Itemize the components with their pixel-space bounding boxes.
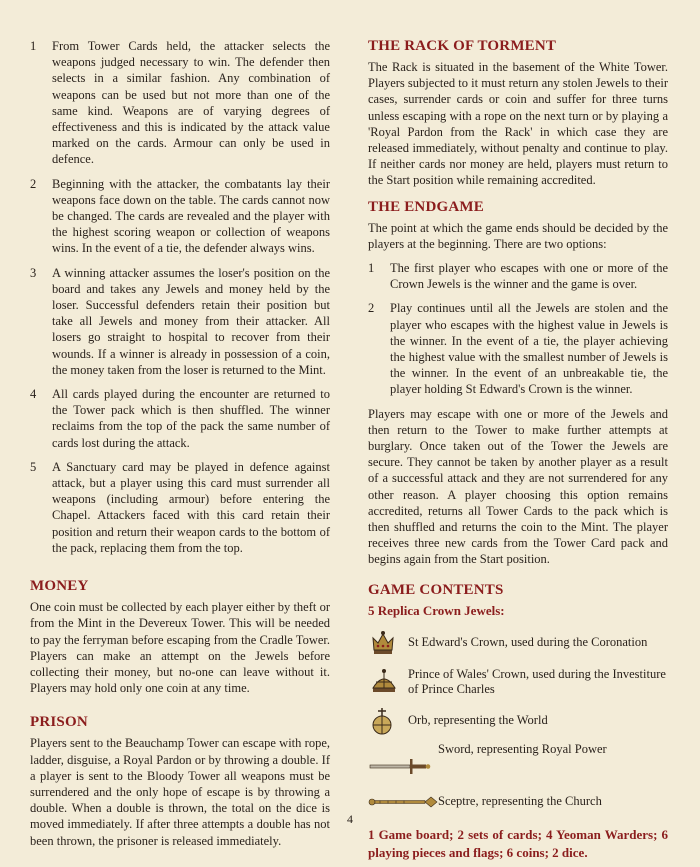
game-contents-list: 1 Game board; 2 sets of cards; 4 Yeoman Warders; 6 playing pieces and flags; 6 coins; 2 dice. — [368, 826, 668, 860]
prison-text: Players sent to the Beauchamp Tower can escape with rope, ladder, disguise, a Royal Pardon or by throwing a double. If a player is sent to the Bloody Tower all weapons must be surrendered and the only hope of escape is by throwing a double. When a double is thrown, the total on the dice is moved immediately. If after three attempts a double has not been thrown, the prisoner is released immediately. — [30, 736, 330, 848]
endgame-intro: The point at which the game ends should be decided by the players at the beginning. There are two options: — [368, 220, 668, 251]
list-item — [30, 38, 330, 168]
list-item-number: 2 — [368, 301, 375, 316]
money-heading: MONEY — [30, 578, 89, 595]
list-item-text: All cards played during the encounter are returned to the Tower pack which is then shuffled. The winner reclaims from the top of the pack the same number of cards lost during the attack. — [52, 387, 330, 450]
list-item — [30, 176, 330, 257]
jewel-label: Orb, representing the World — [408, 713, 548, 728]
endgame-heading: THE ENDGAME — [368, 198, 484, 215]
jewel-item — [368, 627, 668, 659]
list-item-number: 2 — [30, 176, 37, 191]
jewel-label: St Edward's Crown, used during the Coronation — [408, 635, 648, 650]
jewel-item — [368, 744, 668, 776]
list-item-number: 3 — [30, 265, 37, 280]
jewels-subheading: 5 Replica Crown Jewels: — [368, 602, 505, 618]
list-item-text: A winning attacker assumes the loser's position on the board and takes any Jewels and money held by the loser. Successful defenders retain their position but take all Jewels and money from their attacker. All losers go straight to hospital to recover from their wounds. If a winner is already in possession of a coin, the money taken from the loser is returned to the Mint. — [52, 265, 330, 377]
list-item-text: The first player who escapes with one or more of the Crown Jewels is the winner and the game is over. — [390, 261, 668, 292]
list-item-number: 1 — [30, 39, 37, 53]
jewel-label: Prince of Wales' Crown, used during the Investiture of Prince Charles — [408, 666, 666, 696]
right-column — [368, 38, 668, 862]
list-item — [368, 260, 668, 292]
prince-crown-icon — [368, 666, 408, 698]
list-item-number: 1 — [368, 261, 375, 276]
money-text: One coin must be collected by each player either by theft or from the Mint in the Devereux Tower. This will be needed to pay the ferryman before escaping from the Cradle Tower. Players can make an attempt on the Jewels before collecting their money, but no-one can leave without it. Players may hold only one coin at any time. — [30, 600, 330, 696]
jewel-label: Sceptre, representing the Church — [438, 794, 602, 809]
sword-icon — [368, 744, 438, 776]
jewel-item — [368, 666, 668, 698]
endgame-options-list — [368, 260, 668, 398]
list-item-number: 5 — [30, 459, 37, 474]
list-item-number: 4 — [30, 387, 37, 402]
left-column — [30, 38, 330, 867]
list-item — [30, 265, 330, 378]
list-item — [368, 300, 668, 397]
list-item — [30, 386, 330, 451]
endgame-text: Players may escape with one or more of the Jewels and then return to the Tower to make further attempts at burglary. Once taken out of the Tower the Jewels are secure. They cannot be taken by another player as a result of a successful attack and they are not surrendered for any other reason. A player choosing this option remains accredited, returns all Tower Cards to the pack which is then shuffled and returns the coin to the Mint. The player receives three new cards from the Tower Card pack and begins again from the Start position. — [368, 406, 668, 567]
combat-steps-list — [30, 38, 330, 556]
rack-heading: THE RACK OF TORMENT — [368, 38, 557, 54]
list-item-text: A Sanctuary card may be played in defence against attack, but a player using this card must surrender all weapons (including armour) before entering the Chapel. Attackers faced with this card retain their position and return their weapon cards to the bottom of the pack, replacing them from the top. — [52, 459, 330, 555]
contents-heading: GAME CONTENTS — [368, 581, 504, 598]
list-item-text: Beginning with the attacker, the combatants lay their weapons face down on the table. The cards cannot now be changed. The cards are revealed and the player with the highest scoring weapon or collection of weapons wins. In the event of a tie, the defender always wins. — [52, 176, 330, 256]
jewel-label: Sword, representing Royal Power — [438, 742, 607, 757]
list-item-text: From Tower Cards held, the attacker selects the weapons judged necessary to win. The defender then selects in a similar fashion. Any combination of weapons can be used but not more than one of the same kind. Weapons are of varying degrees of effectiveness and this is indicated by the attack value marked on the cards. Armour can only be used in defence. — [52, 39, 330, 167]
list-item — [30, 459, 330, 556]
prison-heading: PRISON — [30, 714, 88, 731]
orb-icon — [368, 705, 408, 737]
crown-icon — [368, 627, 408, 659]
jewel-item — [368, 705, 668, 737]
list-item-text: Play continues until all the Jewels are stolen and the player who escapes with the highest value in Jewels is the winner. In the event of a tie, the player achieving the highest value with the smallest number of Jewels is the winner. In the event of an unbreakable tie, the player holding St Edward's Crown is the winner. — [390, 301, 668, 397]
page-number: 4 — [347, 812, 353, 826]
rack-text: The Rack is situated in the basement of the White Tower. Players subjected to it must return any stolen Jewels to their cases, surrender cards or coin and suffer for three turns unless escaping with a rope on the next turn or by playing a 'Royal Pardon from the Rack' in which case they are released immediately, without penalty and continue to play. If neither cards nor money are held, players must return to the Start position while remaining accredited. — [368, 60, 668, 188]
